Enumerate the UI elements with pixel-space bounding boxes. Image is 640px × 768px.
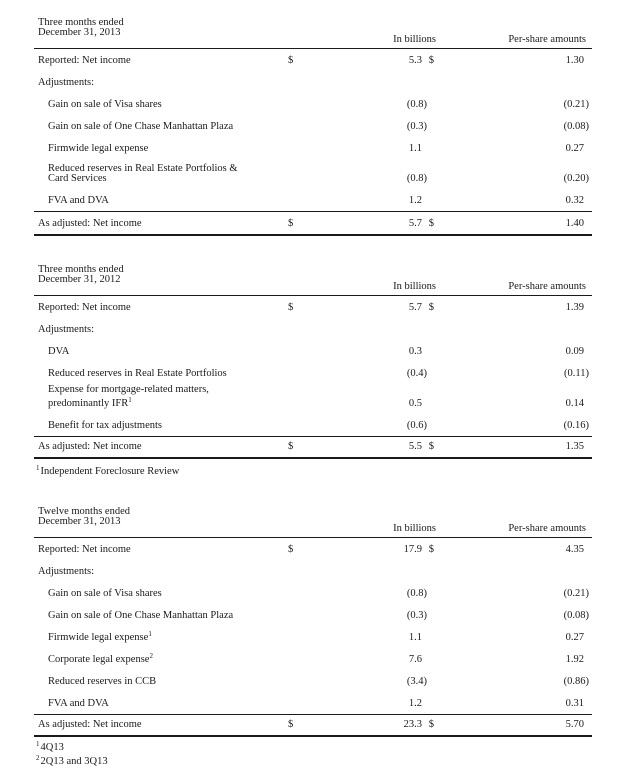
period-label: Three months ended December 31, 2012: [38, 264, 124, 285]
footnote-marker: 2: [149, 652, 153, 660]
table-row: Reduced reserves in Real Estate Portfolios & Card Services (0.8) (0.20): [48, 163, 589, 184]
adjustments-label: Adjustments:: [38, 566, 95, 577]
column-header-billions: In billions: [393, 34, 436, 45]
table-header: [34, 507, 592, 537]
reported-row: Reported: Net income $ 5.7 $ 1.39: [38, 302, 584, 313]
period-label: Three months ended December 31, 2013: [38, 17, 124, 38]
column-header-per-share: Per-share amounts: [508, 281, 586, 292]
column-header-per-share: Per-share amounts: [508, 523, 586, 534]
reported-row: Reported: Net income $ 17.9 $ 4.35: [38, 544, 584, 555]
table-row: Benefit for tax adjustments (0.6) (0.16): [48, 420, 589, 431]
adjusted-row: As adjusted: Net income $ 23.3 $ 5.70: [38, 719, 584, 730]
footnote-marker: 1: [128, 396, 132, 404]
table-row: Expense for mortgage-related matters, predominantly IFR$^1$ 0.5 0.14: [48, 384, 584, 409]
table-row: Reduced reserves in CCB (3.4) (0.86): [48, 676, 589, 687]
table-header: [34, 265, 592, 295]
table-row: Gain on sale of One Chase Manhattan Plaza (0.3) (0.08): [48, 610, 589, 621]
table-row: FVA and DVA 1.2 0.32: [48, 195, 584, 206]
table-header: [34, 18, 592, 48]
table-q4-2012: [34, 265, 592, 459]
reported-row: Reported: Net income $ 5.3 $ 1.30: [38, 55, 584, 66]
column-header-billions: In billions: [393, 523, 436, 534]
table-row: Firmwide legal expense 1.1 0.27: [48, 143, 584, 154]
footnote: $^1$4Q13: [36, 740, 64, 753]
table-row: Gain on sale of Visa shares (0.8) (0.21): [48, 588, 589, 599]
adjusted-row: As adjusted: Net income $ 5.5 $ 1.35: [38, 441, 584, 452]
table-fy-2013: [34, 507, 592, 737]
table-row: Gain on sale of One Chase Manhattan Plaza (0.3) (0.08): [48, 121, 589, 132]
period-label: Twelve months ended December 31, 2013: [38, 506, 130, 527]
table-row: Reduced reserves in Real Estate Portfolios (0.4) (0.11): [48, 368, 589, 379]
footnote: $^2$2Q13 and 3Q13: [36, 754, 108, 767]
table-row: Corporate legal expense$^2$ 7.6 1.92: [48, 652, 584, 665]
divider: [34, 457, 592, 459]
table-row: DVA 0.3 0.09: [48, 346, 584, 357]
divider: [34, 735, 592, 737]
adjustments-label: Adjustments:: [38, 77, 95, 88]
table-row: Firmwide legal expense$^1$ 1.1 0.27: [48, 630, 584, 643]
divider: [34, 234, 592, 236]
table-q4-2013: [34, 18, 592, 236]
adjustments-label: Adjustments:: [38, 324, 95, 335]
column-header-per-share: Per-share amounts: [508, 34, 586, 45]
column-header-billions: In billions: [393, 281, 436, 292]
footnote: $^1$Independent Foreclosure Review: [36, 464, 180, 477]
footnote-marker: 1: [148, 630, 152, 638]
table-row: FVA and DVA 1.2 0.31: [48, 698, 584, 709]
adjusted-row: As adjusted: Net income $ 5.7 $ 1.40: [38, 218, 584, 229]
table-row: Gain on sale of Visa shares (0.8) (0.21): [48, 99, 589, 110]
